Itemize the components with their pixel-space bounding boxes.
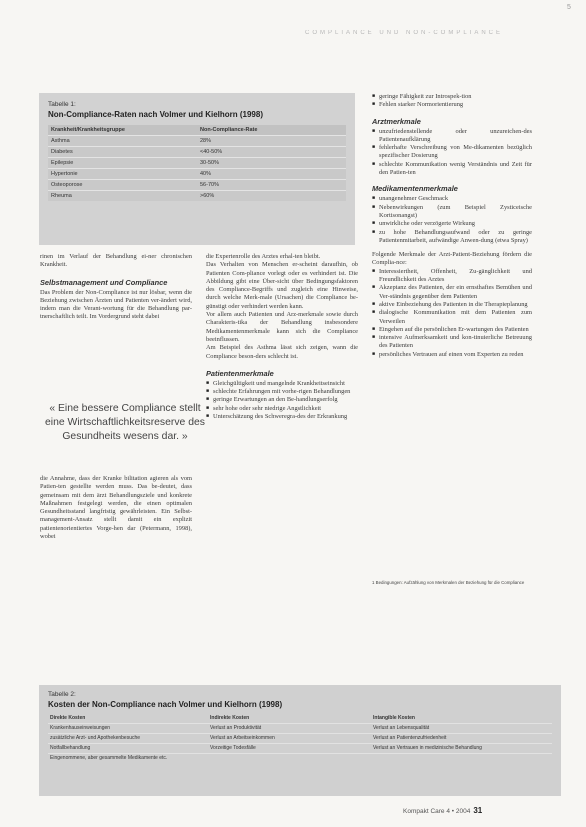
- heading-selbstmanagement: Selbstmanagement und Compliance: [40, 277, 168, 287]
- list-item: ■ dialogische Kommunikation mit dem Patienten zum Verweilen: [372, 309, 532, 326]
- table-cell: <40-50%: [200, 149, 223, 155]
- list-item: ■ aktive Einbeziehung des Patienten in die Therapieplanung: [372, 301, 532, 309]
- list-item: ■ Interessiertheit, Offenheit, Zu-gänglichkeit und Freundlichkeit des Arztes: [372, 268, 532, 285]
- table-cell: Epilepsie: [51, 160, 74, 166]
- table-cell: [371, 754, 552, 763]
- table-2-caption: Tabelle 2:: [48, 691, 76, 698]
- patient-traits-list: [206, 380, 358, 421]
- table-2-grid: [48, 714, 552, 763]
- table-cell: Rheuma: [51, 193, 72, 199]
- table-cell: Verlust an Patientenzufriedenheit: [373, 735, 447, 741]
- list-item: ■ sehr hohe oder sehr niedrige Angstlichkeit: [206, 405, 358, 413]
- table-row: [48, 190, 346, 201]
- table-2-header-intangible: Intangible Kosten: [373, 715, 415, 721]
- table-cell: Hypertonie: [51, 171, 78, 177]
- table-cell: 40%: [200, 171, 212, 177]
- table-cell: Diabetes: [51, 149, 73, 155]
- footnote: 1 Bedingungen: Aufzählung von Merkmalen der Beziehung für die Compliance: [372, 580, 525, 585]
- list-item: ■ schlechte Kommunikation wenig Verständnis und Zeit für den Patien-ten: [372, 161, 532, 178]
- table-cell: Vorzeitige Todesfälle: [210, 745, 256, 751]
- table-row: [48, 723, 552, 733]
- page-number: 31: [473, 806, 483, 815]
- table-cell: 56-70%: [200, 182, 219, 188]
- table-1-grid: [48, 125, 346, 201]
- table-1-header-rate: Non-Compliance-Rate: [200, 127, 258, 133]
- list-item: ■ fehlerhafte Verschreibung von Me-dikamenten bezüglich spezifischer Dosierung: [372, 144, 532, 161]
- journal-name: Kompakt Care 4 • 2004: [403, 808, 471, 815]
- table-cell: zusätzliche Arzt- und Apothekenbesuche: [50, 735, 141, 741]
- column-1-bottom: [40, 475, 192, 541]
- column-2-paragraph-4: Am Beispiel des Asthma lässt sich zeigen, wann die Compliance beson-ders schlecht ist.: [206, 344, 358, 360]
- table-2-header-direct: Direkte Kosten: [50, 715, 86, 721]
- table-1-header-disease: Krankheit/Krankheitsgruppe: [51, 127, 125, 133]
- list-item: ■ geringe Fähigkeit zur Introspek-tion: [372, 93, 532, 101]
- column-1-top: [40, 253, 192, 322]
- column-3: [372, 93, 532, 359]
- list-item: ■ persönliches Vertrauen auf einen vom Experten zu reden: [372, 351, 532, 359]
- list-item: ■ schlechte Erfahrungen mit vorhe-rigen Behandlungen: [206, 388, 358, 396]
- page-footer: [403, 806, 482, 815]
- list-item: ■ Gleichgültigkeit und mangelnde Krankheitseinsicht: [206, 380, 358, 388]
- column-2-paragraph-3: Vor allem auch Patienten und Arz-merkmale sowie durch Charakteris-tika der Behandlung insbesondere Medikamentenmerkmale kann sich die Compliance beeinflussen.: [206, 311, 358, 343]
- list-item: ■ Eingehen auf die persönlichen Er-wartungen des Patienten: [372, 326, 532, 334]
- table-1-header-row: [48, 125, 346, 135]
- table-2-header-row: [48, 714, 552, 723]
- table-row: [48, 733, 552, 743]
- list-item: ■ Akzeptanz des Patienten, der ein ernsthaftes Bemühen und Ver-ständnis gegenüber dem Patienten: [372, 284, 532, 301]
- running-head: COMPLIANCE UND NON-COMPLIANCE: [305, 30, 504, 36]
- page-mark: 5: [567, 4, 571, 11]
- table-row: [48, 168, 346, 179]
- list-item: ■ Unterschätzung des Schweregra-des der Erkrankung: [206, 413, 358, 421]
- table-row: [48, 157, 346, 168]
- table-cell: Osteoporose: [51, 182, 83, 188]
- table-cell: Notfallbehandlung: [50, 745, 91, 751]
- list-item: ■ zu hohe Behandlungsaufwand oder zu geringe Patientenmitarbeit, aufwändige Anwen-dung (etwa Spray): [372, 229, 532, 246]
- list-item: ■ geringe Erwartungen an den Be-handlungserfolg: [206, 396, 358, 404]
- list-item: ■ Nebenwirkungen (zum Beispiel Zysticeische Kortisonangst): [372, 204, 532, 221]
- table-cell: [208, 754, 371, 763]
- column-2: [206, 253, 358, 421]
- doctor-traits-list: [372, 128, 532, 178]
- table-cell: Verlust an Vertrauen in medizinische Behandlung: [373, 745, 482, 751]
- table-row: [48, 135, 346, 146]
- table-1-title: Non-Compliance-Raten nach Volmer und Kielhorn (1998): [48, 110, 263, 119]
- list-item: ■ unzufriedenstellende oder unzureichen-des Patientenaufklärung: [372, 128, 532, 145]
- table-2-title: Kosten der Non-Compliance nach Volmer und Kielhorn (1998): [48, 700, 283, 709]
- pull-quote: « Eine bessere Compliance stellt eine Wirtschaftlichkeitsreserve des Gesundheits wesens dar. »: [45, 403, 205, 442]
- table-row: [48, 753, 552, 763]
- table-cell: 30-50%: [200, 160, 219, 166]
- list-item: ■ intensive Aufmerksamkeit und kon-tinuierliche Betreuung des Patienten: [372, 334, 532, 351]
- heading-arztmerkmale: Arztmerkmale: [372, 116, 421, 126]
- column-2-paragraph-2: Das Verhalten von Menschen er-scheint daraufhin, ob Patienten Com-pliance vorlegt oder es verhindert ist. Die Abbildung gibt eine Über-sicht über Bedingungsfaktoren des Compliance-Begriffs und zugleich eine Hinweise, durch welche Merk-male (Ursachen) die Compliance be-günstigt oder verhindert werden kann.: [206, 261, 358, 310]
- table-row: [48, 146, 346, 157]
- top-traits-list: [372, 93, 532, 110]
- table-1: [39, 93, 355, 245]
- medication-traits-list: [372, 195, 532, 245]
- table-2: [39, 685, 561, 796]
- table-cell: >60%: [200, 193, 215, 199]
- column-1-paragraph-2: die Annahme, dass der Kranke bilitation agieren als vom Patien-ten gestellte werden muss. Das be-deutet, dass gemeinsam mit dem ärzt Behandlungsziele und konkrete Maßnahmen festgelegt werden, die einen optimalen Gesundheitsstand langfristig gewährleisten. Ein Selbst-management-Ansatz stellt damit ein explizit patientenorientiertes Vorge-hen dar (Petermann, 1998), wobei: [40, 475, 192, 541]
- table-cell: Asthma: [51, 138, 70, 144]
- list-item: ■ Fehlen starker Normorientierung: [372, 101, 532, 109]
- table-cell: 28%: [200, 138, 212, 144]
- table-cell: Verlust an Lebensqualität: [373, 725, 430, 731]
- relationship-traits-list: [372, 268, 532, 359]
- table-cell: Krankenhauseinweisungen: [50, 725, 111, 731]
- column-3-paragraph: Folgende Merkmale der Arzt-Patient-Beziehung fördern die Complia-nce:: [372, 251, 532, 267]
- table-2-header-indirect: Indirekte Kosten: [210, 715, 250, 721]
- list-item: ■ unwirkliche oder verzögerte Wirkung: [372, 220, 532, 228]
- heading-patientenmerkmale: Patientenmerkmale: [206, 368, 274, 378]
- heading-medikamentenmerkmale: Medikamentenmerkmale: [372, 184, 458, 194]
- column-2-paragraph-1: die Expertenrolle des Arztes erhal-ten bleibt.: [206, 253, 321, 260]
- column-1-paragraph: Das Problem der Non-Compliance ist nur lösbar, wenn die Beziehung zwischen Ärzten und Patienten ver-ändert wird, indem man die Verant-wortung für die Behandlung par-tnerschaftlich teilt. Im Vordergrund steht dabei: [40, 288, 192, 321]
- table-row: [48, 179, 346, 190]
- column-1-intro: rinen im Verlauf der Behandlung ei-ner chronischen Krankheit.: [40, 253, 192, 269]
- table-cell: Verlust an Produktivität: [210, 725, 262, 731]
- table-row: [48, 743, 552, 753]
- list-item: ■ unangenehmer Geschmack: [372, 195, 532, 203]
- table-cell: Verlust an Arbeitseinkommen: [210, 735, 275, 741]
- table-1-caption: Tabelle 1:: [48, 101, 76, 108]
- table-cell: Eingenommene, aber gesammelte Medikamente etc.: [50, 755, 168, 761]
